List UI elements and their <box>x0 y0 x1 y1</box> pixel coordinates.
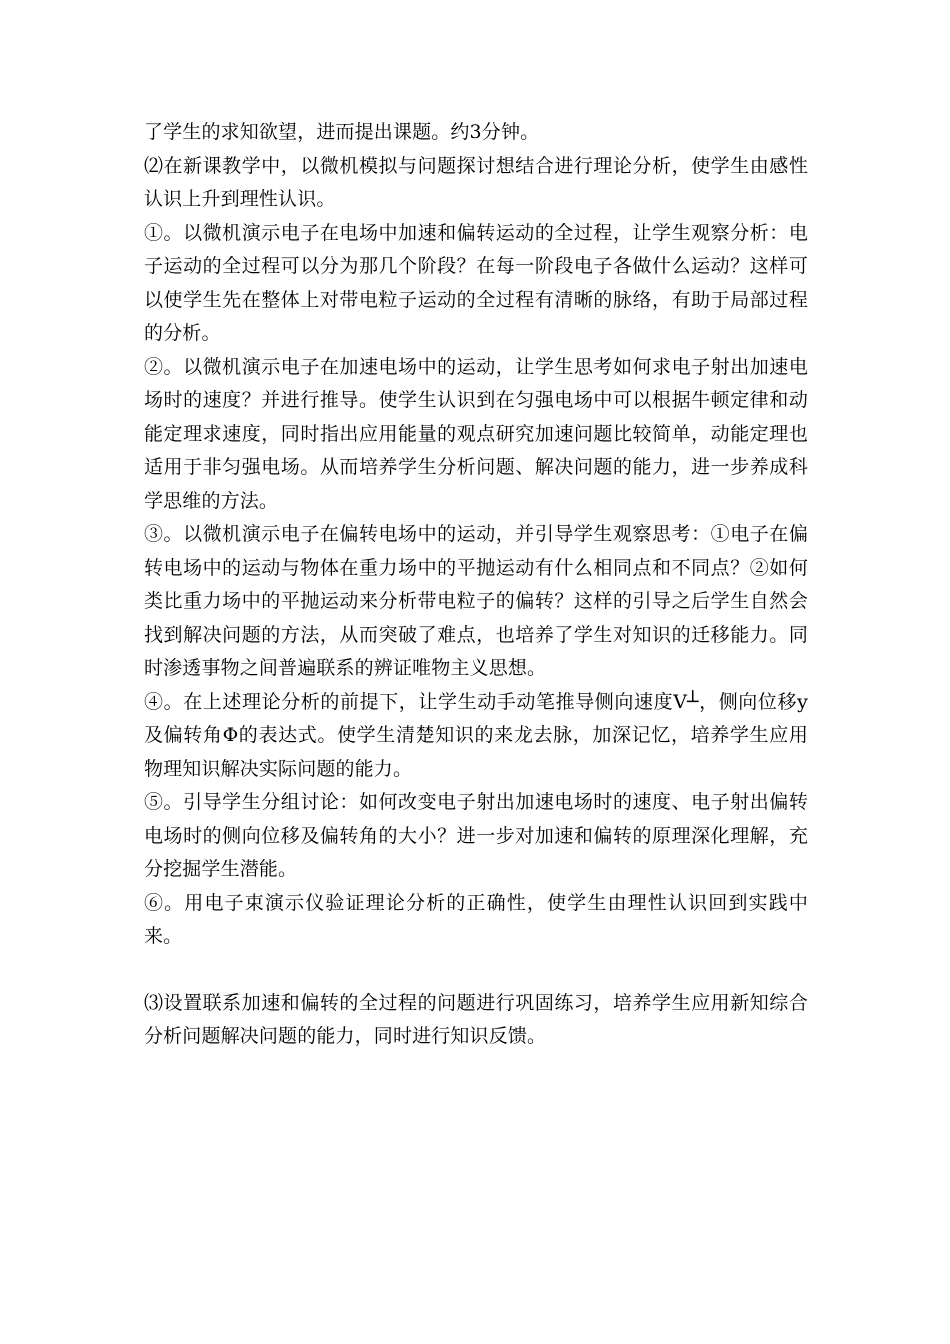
paragraph-section-3: ⑶设置联系加速和偏转的全过程的问题进行巩固练习，培养学生应用新知综合分析问题解决问题的能力，同时进行知识反馈。 <box>144 991 808 1047</box>
document-body <box>144 116 808 1054</box>
paragraph-section-2: ⑵在新课教学中，以微机模拟与问题探讨想结合进行理论分析，使学生由感性认识上升到理性认识。 <box>144 154 808 210</box>
paragraph-step-5: ⑤。引导学生分组讨论：如何改变电子射出加速电场时的速度、电子射出偏转电场时的侧向位移及偏转角的大小？进一步对加速和偏转的原理深化理解，充分挖掘学生潜能。 <box>144 791 808 880</box>
paragraph-step-4: ④。在上述理论分析的前提下，让学生动手动笔推导侧向速度V┴，侧向位移y及偏转角Φ的表达式。使学生清楚知识的来龙去脉，加深记忆，培养学生应用物理知识解决实际问题的能力。 <box>144 690 808 780</box>
paragraph-step-2: ②。以微机演示电子在加速电场中的运动，让学生思考如何求电子射出加速电场时的速度？并进行推导。使学生认识到在匀强电场中可以根据牛顿定律和动能定理求速度，同时指出应用能量的观点研究加速问题比较简单，动能定理也适用于非匀强电场。从而培养学生分析问题、解决问题的能力，进一步养成科学思维的方法。 <box>144 355 808 512</box>
paragraph-step-3: ③。以微机演示电子在偏转电场中的运动，并引导学生观察思考：①电子在偏转电场中的运动与物体在重力场中的平抛运动有什么相同点和不同点？②如何类比重力场中的平抛运动来分析带电粒子的偏转？这样的引导之后学生自然会找到解决问题的方法，从而突破了难点，也培养了学生对知识的迁移能力。同时渗透事物之间普遍联系的辨证唯物主义思想。 <box>144 523 808 679</box>
blank-line <box>144 954 808 987</box>
paragraph-step-6: ⑥。用电子束演示仪验证理论分析的正确性，使学生由理性认识回到实践中来。 <box>144 891 808 947</box>
paragraph-intro-end: 了学生的求知欲望，进而提出课题。约3分钟。 <box>144 121 540 143</box>
paragraph-step-1: ①。以微机演示电子在电场中加速和偏转运动的全过程，让学生观察分析：电子运动的全过程可以分为那几个阶段？在每一阶段电子各做什么运动？这样可以使学生先在整体上对带电粒子运动的全过程有清晰的脉络，有助于局部过程的分析。 <box>144 221 808 344</box>
